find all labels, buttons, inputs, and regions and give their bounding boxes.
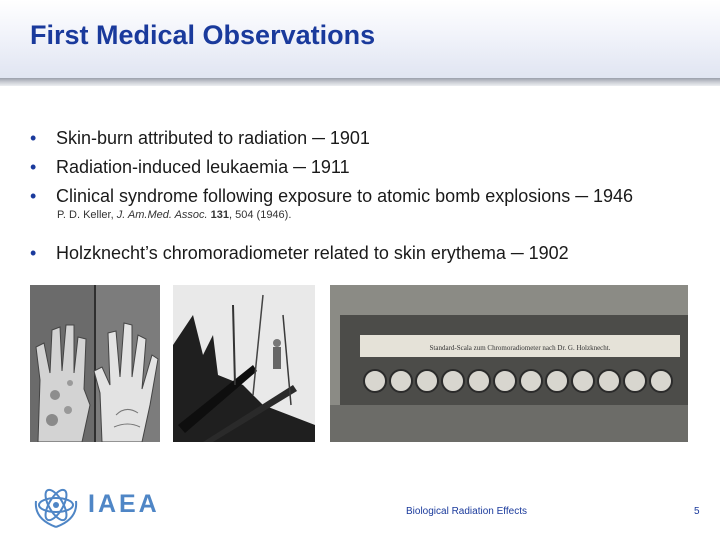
bullet-item-3 [30,182,633,211]
bullet-marker: • [30,157,37,177]
bomb-aftermath-photo [173,285,315,442]
citation-authors: P. D. Keller, [57,209,117,221]
chromoradiometer-photo [330,285,688,442]
tube [390,370,412,392]
bullet-marker: • [30,128,37,148]
bullet-item-2 [30,153,633,182]
slide-title: First Medical Observations [30,20,376,50]
iaea-logo [30,483,82,529]
tube [520,370,542,392]
citation-volume: 131 [210,209,230,221]
bullet-text-2: Radiation-induced leukaemia ─ 1911 [56,157,350,177]
tube [650,370,672,392]
tube [624,370,646,392]
tube [572,370,594,392]
tube [598,370,620,392]
footer-label: Biological Radiation Effects [406,506,527,517]
bullet-text-4: Holzknecht’s chromoradiometer related to skin erythema ─ 1902 [56,243,569,263]
bullet-item-4 [30,243,569,264]
bullet-marker: • [30,186,37,206]
tube [416,370,438,392]
citation-pages: , 504 (1946). [229,209,292,221]
tube [364,370,386,392]
instrument-label: Standard-Scala zum Chromoradiometer nach Dr. G. Holzknecht. [429,344,611,352]
bullet-marker: • [30,243,37,263]
tube [546,370,568,392]
tube [494,370,516,392]
tube [468,370,490,392]
bullet-item-1 [30,124,633,153]
tube [442,370,464,392]
header-divider [0,78,720,86]
citation-journal: J. Am.Med. Assoc. [116,209,208,221]
burned-hands-photo [30,285,160,442]
bullet-list [30,124,633,211]
bullet-text-3: Clinical syndrome following exposure to atomic bomb explosions ─ 1946 [56,186,634,206]
bullet-text-1: Skin-burn attributed to radiation ─ 1901 [56,128,370,148]
citation [57,209,291,221]
logo-text: IAEA [88,490,160,518]
page-number: 5 [694,506,700,517]
